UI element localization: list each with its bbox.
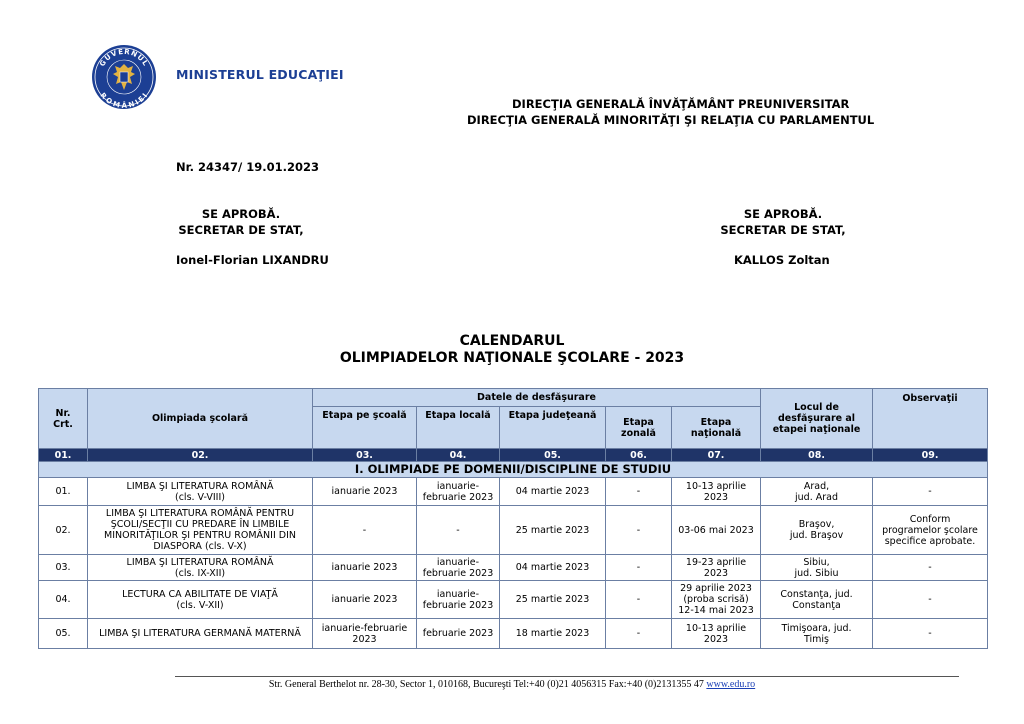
cell-nr: 04. [39,581,88,619]
approval-left [176,206,306,238]
column-number: 03. [313,449,417,462]
footer-divider [175,676,959,677]
column-number: 01. [39,449,88,462]
cell-notes: - [873,478,988,506]
cell-zonal-stage: - [606,555,672,581]
cell-national-stage: 03-06 mai 2023 [672,506,761,555]
cell-olympiad: LIMBA ŞI LITERATURA ROMÂNĂ (cls. V-VIII) [88,478,313,506]
directorate-general-pre-university: DIRECŢIA GENERALĂ ÎNVĂŢĂMÂNT PREUNIVERSITAR [512,97,850,111]
cell-olympiad: LIMBA ŞI LITERATURA ROMÂNĂ (cls. IX-XII) [88,555,313,581]
cell-zonal-stage: - [606,478,672,506]
footer-address-text: Str. General Berthelot nr. 28-30, Sector 1, 010168, Bucureşti Tel:+40 (0)21 4056315 Fax:+40 (0)2131355 47 [268,679,707,690]
cell-county-stage: 18 martie 2023 [500,619,606,649]
column-number: 05. [500,449,606,462]
cell-nr: 01. [39,478,88,506]
cell-school-stage: - [313,506,417,555]
cell-nr: 03. [39,555,88,581]
document-title-line2: OLIMPIADELOR NAŢIONALE ŞCOLARE - 2023 [339,350,685,366]
cell-local-stage: februarie 2023 [417,619,500,649]
cell-place: Constanţa, jud. Constanţa [761,581,873,619]
approval-right [718,206,848,238]
column-number: 09. [873,449,988,462]
header-place: Locul de desfăşurare al etapei naţionale [761,389,873,449]
cell-place: Sibiu, jud. Sibiu [761,555,873,581]
signatory-left-name: Ionel-Florian LIXANDRU [176,253,329,267]
footer-website-link[interactable]: www.edu.ro [706,679,756,690]
cell-national-stage: 10-13 aprilie 2023 [672,619,761,649]
table-row [39,506,988,555]
government-seal-logo [91,44,157,110]
header-dates-group: Datele de desfăşurare [313,389,761,407]
cell-national-stage: 29 aprilie 2023 (proba scrisă) 12-14 mai 2023 [672,581,761,619]
table-row [39,581,988,619]
cell-notes: - [873,619,988,649]
signatory-right-name: KALLOS Zoltan [734,253,830,267]
cell-county-stage: 04 martie 2023 [500,478,606,506]
table-row [39,555,988,581]
cell-zonal-stage: - [606,506,672,555]
header-county-stage: Etapa judeţeană [500,407,606,449]
cell-local-stage: ianuarie- februarie 2023 [417,478,500,506]
header-nr: Nr. Crt. [39,389,88,449]
ministry-name: MINISTERUL EDUCAŢIEI [176,67,344,82]
table-row [39,478,988,506]
cell-notes: Conform programelor şcolare specifice aprobate. [873,506,988,555]
cell-notes: - [873,555,988,581]
seal-text-top: GUVERNUL [98,47,150,68]
cell-local-stage: - [417,506,500,555]
olympiad-calendar-table [38,388,988,649]
approval-right-line2: SECRETAR DE STAT, [720,223,846,237]
document-title-line1: CALENDARUL [459,333,565,349]
cell-place: Timişoara, jud. Timiş [761,619,873,649]
seal-text-bottom: ROMÂNIEI [98,91,150,110]
cell-olympiad: LECTURA CA ABILITATE DE VIAŢĂ (cls. V-XII) [88,581,313,619]
cell-local-stage: ianuarie- februarie 2023 [417,581,500,619]
cell-school-stage: ianuarie 2023 [313,555,417,581]
column-number: 02. [88,449,313,462]
header-school-stage: Etapa pe şcoală [313,407,417,449]
section-row [39,462,988,478]
cell-school-stage: ianuarie 2023 [313,478,417,506]
footer-address [0,679,1024,690]
directorate-general-minorities: DIRECŢIA GENERALĂ MINORITĂŢI ŞI RELAŢIA CU PARLAMENTUL [467,113,875,127]
header-zonal-stage: Etapa zonală [606,407,672,449]
section-title: I. OLIMPIADE PE DOMENII/DISCIPLINE DE STUDIU [39,462,988,478]
cell-place: Arad, jud. Arad [761,478,873,506]
cell-county-stage: 25 martie 2023 [500,581,606,619]
header-olympiad: Olimpiada şcolară [88,389,313,449]
approval-left-line2: SECRETAR DE STAT, [178,223,304,237]
cell-olympiad: LIMBA ŞI LITERATURA GERMANĂ MATERNĂ [88,619,313,649]
cell-nr: 05. [39,619,88,649]
cell-place: Braşov, jud. Braşov [761,506,873,555]
header-local-stage: Etapa locală [417,407,500,449]
cell-zonal-stage: - [606,619,672,649]
header-notes: Observaţii [873,389,988,449]
approval-left-line1: SE APROBĂ. [201,207,281,221]
cell-nr: 02. [39,506,88,555]
cell-school-stage: ianuarie 2023 [313,581,417,619]
cell-olympiad: LIMBA ŞI LITERATURA ROMÂNĂ PENTRU ŞCOLI/SECŢII CU PREDARE ÎN LIMBILE MINORITĂŢILOR ŞI PENTRU ROMÂNII DIN DIASPORA (cls. V-X) [88,506,313,555]
cell-county-stage: 25 martie 2023 [500,506,606,555]
document-number: Nr. 24347/ 19.01.2023 [176,160,319,174]
table-row [39,619,988,649]
cell-notes: - [873,581,988,619]
cell-zonal-stage: - [606,581,672,619]
cell-school-stage: ianuarie-februarie 2023 [313,619,417,649]
column-number-row [39,449,988,462]
column-number: 08. [761,449,873,462]
header-national-stage: Etapa naţională [672,407,761,449]
column-number: 07. [672,449,761,462]
cell-county-stage: 04 martie 2023 [500,555,606,581]
cell-national-stage: 10-13 aprilie 2023 [672,478,761,506]
column-number: 04. [417,449,500,462]
cell-national-stage: 19-23 aprilie 2023 [672,555,761,581]
approval-right-line1: SE APROBĂ. [743,207,823,221]
cell-local-stage: ianuarie- februarie 2023 [417,555,500,581]
column-number: 06. [606,449,672,462]
